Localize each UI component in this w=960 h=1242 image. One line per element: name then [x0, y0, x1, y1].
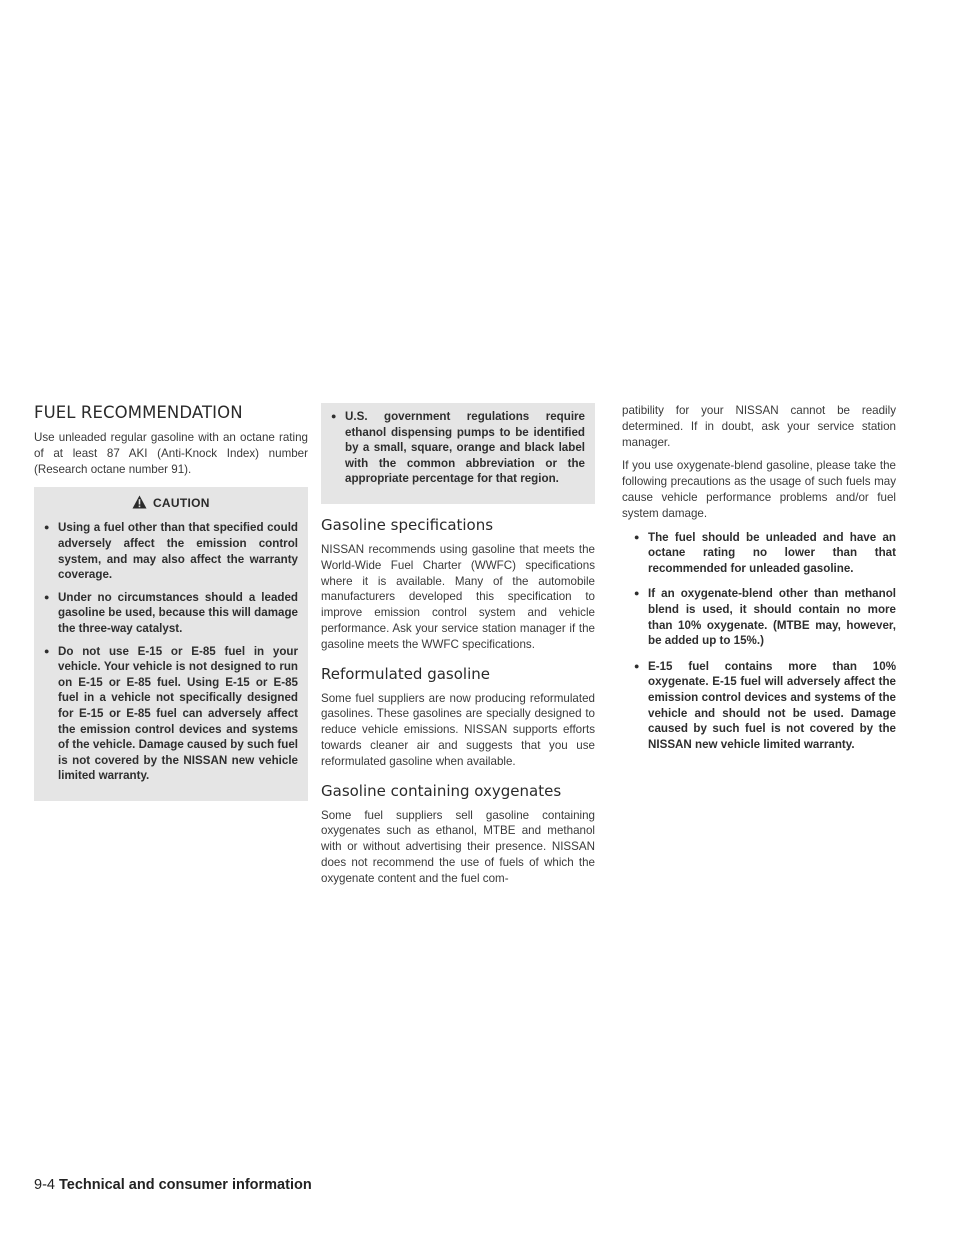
- oxygenates-paragraph-part2: patibility for your NISSAN cannot be readily determined. If in doubt, ask your service station manager.: [622, 404, 896, 449]
- reformulated-gasoline-paragraph: Some fuel suppliers are now producing reformulated gasolines. These gasolines are specially designed to reduce vehicle emissions. NISSAN supports efforts towards cleaner air and suggests that you use reformulated gasoline when available.: [321, 691, 595, 768]
- caution-item: ● Do not use E-15 or E-85 fuel in your vehicle. Your vehicle is not designed to run on E-15 or E-85 fuel. Using E-15 or E-85 fuel in a vehicle not specifically designed for E-15 or E-85 fuel can adversely affect the emission control devices and systems of the vehicle. Damage caused by such fuel is not covered by the NISSAN new vehicle limited warranty.: [44, 644, 298, 784]
- oxygenates-precautions-paragraph: If you use oxygenate-blend gasoline, please take the following precautions as the usage of such fuels may cause vehicle performance problems and/or fuel system damage.: [622, 459, 896, 520]
- column-3: [622, 403, 896, 762]
- warning-triangle-icon: [132, 495, 147, 512]
- caution-item: ● Using a fuel other than that specified could adversely affect the emission control system, and may also affect the warranty coverage.: [44, 520, 298, 582]
- section-title-reformulated-gasoline: Reformulated gasoline: [321, 664, 490, 683]
- caution-item: ● Under no circumstances should a leaded gasoline be used, because this will damage the three-way catalyst.: [44, 590, 298, 637]
- column-2: [321, 403, 595, 895]
- column-1: [34, 403, 308, 801]
- caution-item: ● U.S. government regulations require ethanol dispensing pumps to be identified by a small, square, orange and black label with the common abbreviation or the appropriate percentage for that region.: [331, 409, 585, 487]
- page-footer: [34, 1176, 312, 1194]
- caution-label: CAUTION: [152, 496, 210, 511]
- caution-box: [34, 487, 308, 801]
- page-number: 9-4: [34, 1177, 55, 1193]
- caution-box-continued: [321, 403, 595, 504]
- oxygenates-paragraph-part1: Some fuel suppliers sell gasoline containing oxygenates such as ethanol, MTBE and methanol with or without advertising their presence. NISSAN does not recommend the use of fuels of which the oxygenate content and the fuel com-: [321, 808, 595, 885]
- section-title-gasoline-specifications: Gasoline specifications: [321, 515, 494, 534]
- footer-section-title: Technical and consumer information: [58, 1177, 312, 1193]
- fuel-intro-paragraph: Use unleaded regular gasoline with an octane rating of at least 87 AKI (Anti-Knock Index) number (Research octane number 91).: [34, 431, 308, 476]
- precaution-item: ● The fuel should be unleaded and have an octane rating no lower than that recommended for unleaded gasoline.: [634, 530, 896, 577]
- caution-header: [44, 495, 298, 512]
- section-title-oxygenates: Gasoline containing oxygenates: [321, 781, 562, 800]
- section-title-fuel-recommendation: FUEL RECOMMENDATION: [34, 403, 243, 422]
- oxygenate-precautions-list: [634, 530, 896, 753]
- precaution-item: ● E-15 fuel contains more than 10% oxygenate. E-15 fuel will adversely affect the emission control devices and systems of the vehicle and should not be used. Damage caused by such fuel is not covered by the NISSAN new vehicle limited warranty.: [634, 659, 896, 753]
- precaution-item: ● If an oxygenate-blend other than methanol blend is used, it should contain no more than 10% oxygenate. (MTBE may, however, be added up to 15%.): [634, 586, 896, 648]
- gasoline-specifications-paragraph: NISSAN recommends using gasoline that meets the World-Wide Fuel Charter (WWFC) specifications where it is available. Many of the automobile manufacturers developed this specification to improve emission control system and vehicle performance. Ask your service station manager if the gasoline meets the WWFC specifications.: [321, 542, 595, 651]
